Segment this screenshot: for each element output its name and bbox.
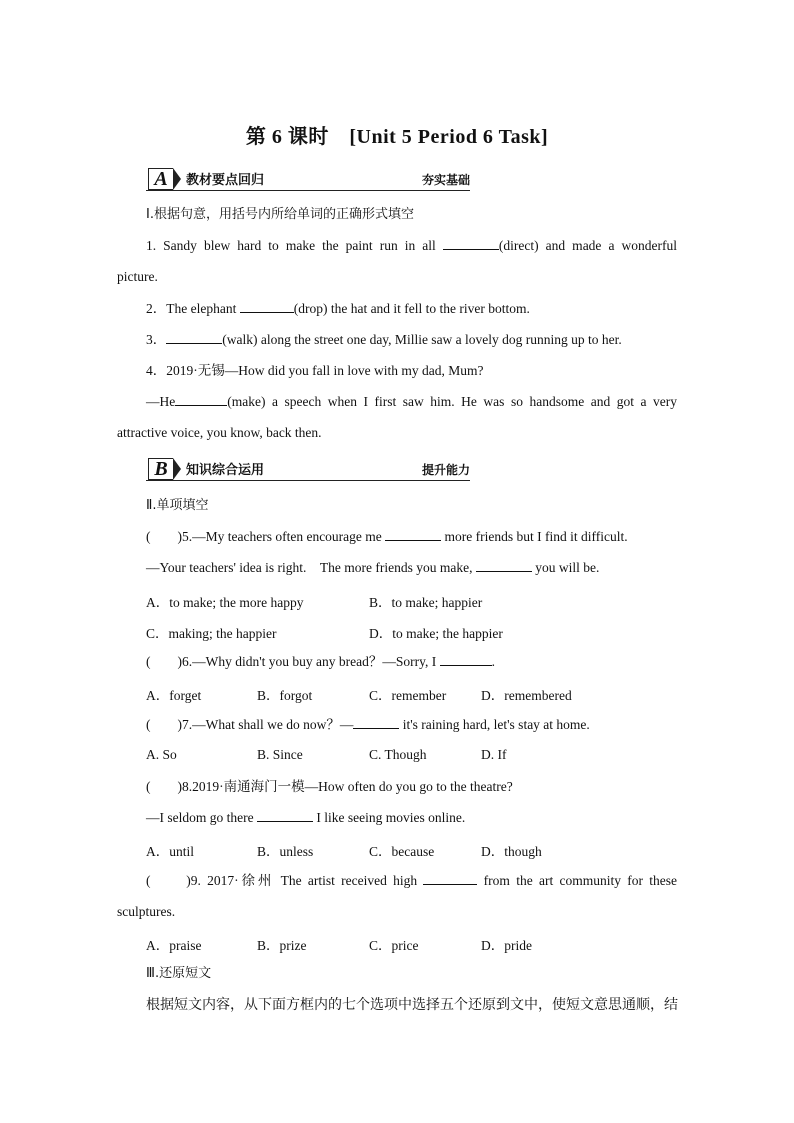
q8-option-b[interactable]: B．unless xyxy=(257,844,314,859)
section-a-badge: A xyxy=(148,168,173,190)
q7-option-c[interactable]: C. Though xyxy=(369,747,427,762)
question-8-line2 xyxy=(146,809,465,827)
question-4-line1: 4．2019·无锡—How did you fall in love with my dad, Mum? xyxy=(146,363,484,378)
q5-text-c1: —Your teachers' idea is right. The more friends you make, xyxy=(146,560,473,575)
part2-heading: Ⅱ.单项填空 xyxy=(146,498,209,513)
question-2 xyxy=(146,300,530,318)
page-title: 第 6 课时 [Unit 5 Period 6 Task] xyxy=(245,126,549,148)
section-b-header xyxy=(146,456,470,481)
q5-option-a[interactable]: A．to make; the more happy xyxy=(146,595,304,610)
q9-option-a[interactable]: A．praise xyxy=(146,938,202,953)
q1-text-b: (direct) and made a wonderful xyxy=(498,238,677,253)
part3-heading: Ⅲ.还原短文 xyxy=(146,966,212,981)
question-8-line1: ( )8.2019·南通海门一模—How often do you go to the theatre? xyxy=(146,779,513,794)
q4-blank xyxy=(175,393,227,406)
part3-instruction: 根据短文内容，从下面方框内的七个选项中选择五个还原到文中，使短文意思通顺，结 xyxy=(146,997,678,1013)
q5-text-c2: you will be. xyxy=(535,560,600,575)
q6-option-d[interactable]: D．remembered xyxy=(481,688,572,703)
q6-option-b[interactable]: B．forgot xyxy=(257,688,313,703)
q1-blank xyxy=(443,237,499,250)
question-5-line1 xyxy=(146,528,628,546)
q7-text-b: it's raining hard, let's stay at home. xyxy=(402,717,590,732)
q5-text-a: ( )5.—My teachers often encourage me xyxy=(146,529,382,544)
q5-option-c[interactable]: C．making; the happier xyxy=(146,626,277,641)
q1-text-a: 1. Sandy blew hard to make the paint run in all xyxy=(146,238,436,253)
section-a-header xyxy=(146,166,470,191)
q9-blank xyxy=(423,872,477,885)
q4-text-b1: —He xyxy=(146,394,176,409)
part1-heading: Ⅰ.根据句意，用括号内所给单词的正确形式填空 xyxy=(146,207,414,222)
q7-option-a[interactable]: A. So xyxy=(146,747,177,762)
q5-option-b[interactable]: B．to make; happier xyxy=(369,595,483,610)
section-b-tag: 提升能力 xyxy=(421,463,470,477)
q9-option-b[interactable]: B．prize xyxy=(257,938,307,953)
q2-text-a: 2．The elephant xyxy=(146,301,237,316)
q9-text-b: from the art community for these xyxy=(483,873,678,888)
q2-text-b: (drop) the hat and it fell to the river bottom. xyxy=(293,301,530,316)
question-4-line2 xyxy=(146,393,677,411)
q6-option-c[interactable]: C．remember xyxy=(369,688,447,703)
q7-blank xyxy=(353,716,399,729)
q8-text-b2: I like seeing movies online. xyxy=(316,810,466,825)
question-5-line2 xyxy=(146,559,599,577)
question-9-line2: sculptures. xyxy=(117,904,176,919)
q3-text-b: (walk) along the street one day, Millie saw a lovely dog running up to her. xyxy=(222,332,622,347)
q9-option-d[interactable]: D．pride xyxy=(481,938,532,953)
q4-text-b2: (make) a speech when I first saw him. He was so handsome and got a very xyxy=(227,394,677,409)
section-a-tag: 夯实基础 xyxy=(421,173,470,187)
section-a-title: 教材要点回归 xyxy=(186,173,265,188)
q3-blank xyxy=(166,331,222,344)
q9-text-a: ( )9. 2017·徐州 The artist received high xyxy=(146,873,418,888)
q9-option-c[interactable]: C．price xyxy=(369,938,419,953)
q7-option-d[interactable]: D. If xyxy=(481,747,507,762)
question-7 xyxy=(146,716,590,734)
section-b-badge: B xyxy=(148,458,173,480)
q5-blank-2 xyxy=(476,559,532,572)
q8-option-c[interactable]: C．because xyxy=(369,844,435,859)
question-3 xyxy=(146,331,622,349)
q6-blank xyxy=(440,653,492,666)
q5-text-b: more friends but I find it difficult. xyxy=(444,529,628,544)
q7-option-b[interactable]: B. Since xyxy=(257,747,303,762)
q7-text-a: ( )7.—What shall we do now？— xyxy=(146,717,354,732)
q3-text-a: 3． xyxy=(146,332,167,347)
q8-blank xyxy=(257,809,313,822)
q8-option-a[interactable]: A．until xyxy=(146,844,195,859)
q8-text-b1: —I seldom go there xyxy=(146,810,254,825)
section-b-title: 知识综合运用 xyxy=(186,463,265,478)
question-9-line1 xyxy=(146,872,677,890)
question-6 xyxy=(146,653,495,671)
question-1-line2: picture. xyxy=(117,269,158,284)
q6-option-a[interactable]: A．forget xyxy=(146,688,202,703)
q2-blank xyxy=(240,300,294,313)
q6-text-a: ( )6.—Why didn't you buy any bread？—Sorry, I xyxy=(146,654,437,669)
q5-blank-1 xyxy=(385,528,441,541)
q6-text-b: . xyxy=(491,654,496,669)
q5-option-d[interactable]: D．to make; the happier xyxy=(369,626,503,641)
question-1-line1 xyxy=(146,237,677,255)
question-4-line3: attractive voice, you know, back then. xyxy=(117,425,322,440)
q8-option-d[interactable]: D．though xyxy=(481,844,542,859)
